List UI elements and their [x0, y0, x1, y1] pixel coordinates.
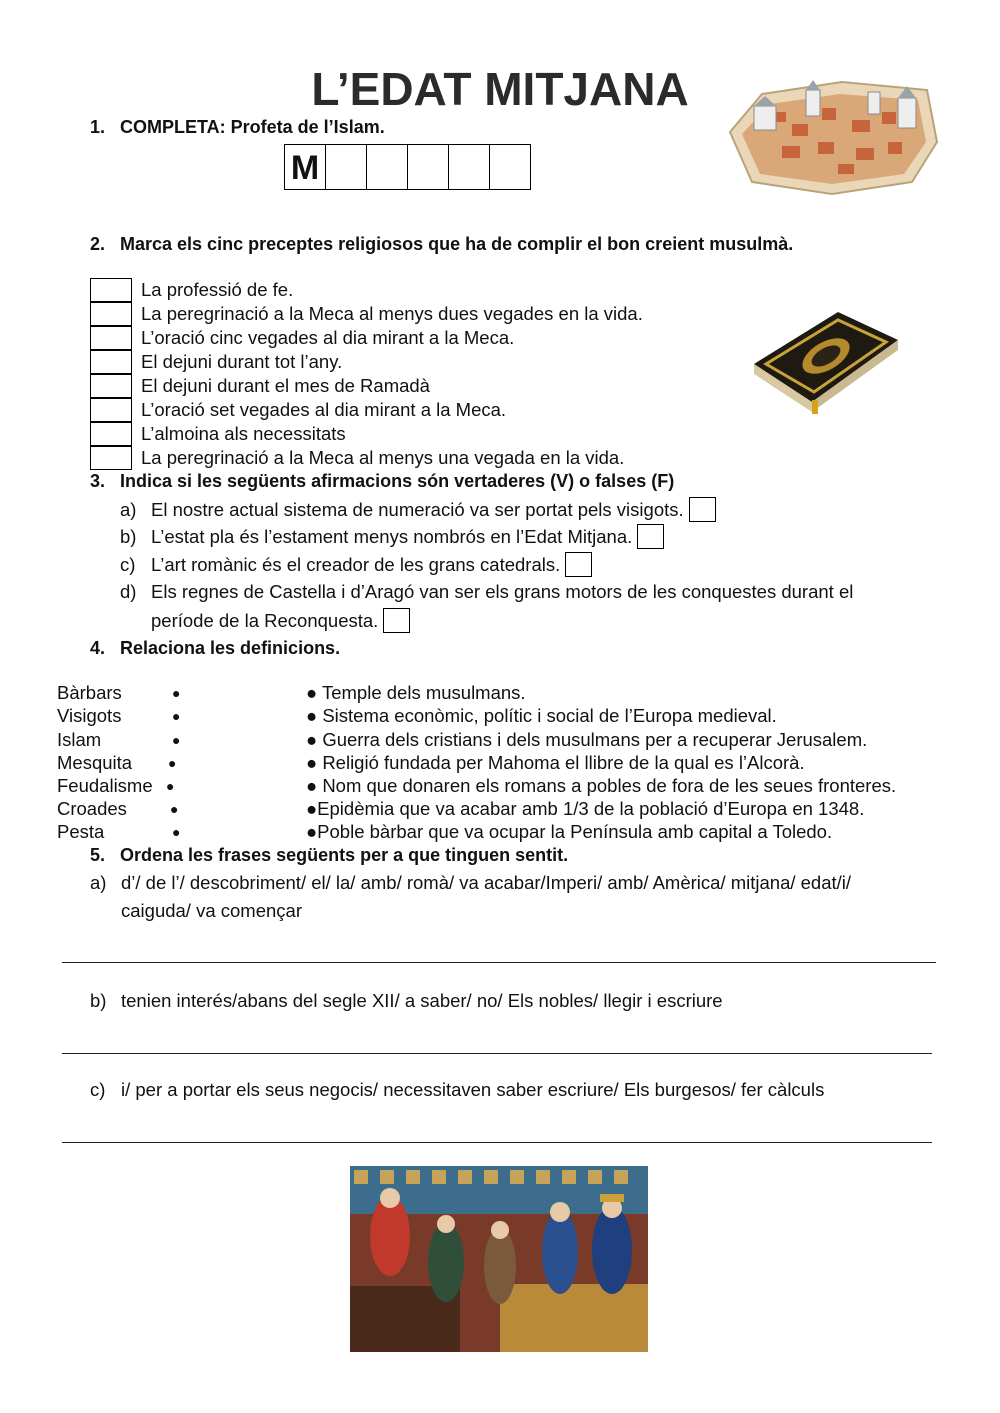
order-item-continuation: caiguda/ va començar — [121, 900, 302, 921]
page-title: L’EDAT MITJANA — [311, 63, 689, 115]
letter-box[interactable]: M — [284, 144, 326, 190]
order-item: c) i/ per a portar els seus negocis/ necessitaven saber escriure/ Els burgesos/ fer càlculs — [90, 1079, 825, 1100]
match-dot[interactable]: ● — [166, 778, 175, 794]
match-dot[interactable]: ● — [170, 801, 179, 817]
answer-line[interactable] — [62, 962, 936, 963]
letter-box[interactable] — [325, 144, 367, 190]
definition[interactable]: ● Guerra dels cristians i dels musulmans per a recuperar Jerusalem. — [306, 729, 868, 750]
true-false-item-continuation: període de la Reconquesta. — [151, 608, 410, 633]
question-4-heading: 4. Relaciona les definicions. — [90, 638, 341, 658]
checkbox[interactable] — [90, 326, 132, 350]
definition[interactable]: ● Temple dels musulmans. — [306, 682, 526, 703]
match-dot[interactable]: ● — [172, 824, 181, 840]
answer-box[interactable] — [565, 552, 592, 577]
true-false-item: c) L’art romànic és el creador de les grans catedrals. — [120, 552, 592, 577]
prophet-letter-boxes — [284, 144, 531, 190]
match-dot[interactable]: ● — [168, 755, 177, 771]
checkbox[interactable] — [90, 374, 132, 398]
definition[interactable]: ● Religió fundada per Mahoma el llibre de la qual es l’Alcorà. — [306, 752, 805, 773]
term: Pesta — [57, 821, 105, 842]
checkbox[interactable] — [90, 350, 132, 374]
checkbox[interactable] — [90, 398, 132, 422]
answer-line[interactable] — [62, 1053, 932, 1054]
order-item: b) tenien interés/abans del segle XII/ a saber/ no/ Els nobles/ llegir i escriure — [90, 990, 723, 1011]
term: Mesquita — [57, 752, 133, 773]
answer-box[interactable] — [637, 524, 664, 549]
term: Feudalisme — [57, 775, 153, 796]
match-dot[interactable]: ● — [172, 732, 181, 748]
checkbox[interactable] — [90, 422, 132, 446]
definition[interactable]: ●Poble bàrbar que va ocupar la Península amb capital a Toledo. — [306, 821, 833, 842]
list-item: El dejuni durant tot l’any. — [90, 350, 342, 374]
medieval-city-illustration — [722, 72, 944, 198]
list-item: El dejuni durant el mes de Ramadà — [90, 374, 430, 398]
checkbox[interactable] — [90, 446, 132, 470]
definition[interactable]: ●Epidèmia que va acabar amb 1/3 de la població d’Europa en 1348. — [306, 798, 865, 819]
medieval-bankers-painting — [350, 1166, 648, 1352]
match-dot[interactable]: ● — [172, 708, 181, 724]
true-false-item: b) L’estat pla és l’estament menys nombrós en l’Edat Mitjana. — [120, 524, 664, 549]
answer-line[interactable] — [62, 1142, 932, 1143]
checkbox[interactable] — [90, 278, 132, 302]
term: Bàrbars — [57, 682, 122, 703]
list-item: L’oració cinc vegades al dia mirant a la Meca. — [90, 326, 514, 350]
term: Islam — [57, 729, 102, 750]
letter-box[interactable] — [407, 144, 449, 190]
term: Visigots — [57, 705, 122, 726]
answer-box[interactable] — [689, 497, 716, 522]
term: Croades — [57, 798, 127, 819]
question-1-heading: 1. COMPLETA: Profeta de l’Islam. — [90, 117, 385, 137]
list-item: La peregrinació a la Meca al menys dues vegades en la vida. — [90, 302, 643, 326]
list-item: La professió de fe. — [90, 278, 293, 302]
true-false-item: a) El nostre actual sistema de numeració va ser portat pels visigots. — [120, 497, 716, 522]
list-item: La peregrinació a la Meca al menys una vegada en la vida. — [90, 446, 624, 470]
list-item: L’almoina als necessitats — [90, 422, 346, 446]
question-3-heading: 3. Indica si les següents afirmacions són vertaderes (V) o falses (F) — [90, 471, 675, 491]
answer-box[interactable] — [383, 608, 410, 633]
letter-box[interactable] — [489, 144, 531, 190]
definition[interactable]: ● Sistema econòmic, polític i social de l’Europa medieval. — [306, 705, 777, 726]
letter-box[interactable] — [366, 144, 408, 190]
letter-box[interactable] — [448, 144, 490, 190]
question-5-heading: 5. Ordena les frases següents per a que tinguen sentit. — [90, 845, 569, 865]
match-dot[interactable]: ● — [172, 685, 181, 701]
true-false-item: d) Els regnes de Castella i d’Aragó van ser els grans motors de les conquestes durant el — [120, 581, 854, 602]
checkbox[interactable] — [90, 302, 132, 326]
quran-book-illustration — [746, 306, 904, 418]
list-item: L’oració set vegades al dia mirant a la Meca. — [90, 398, 506, 422]
order-item: a) d’/ de l’/ descobriment/ el/ la/ amb/ romà/ va acabar/Imperi/ amb/ Amèrica/ mitjana/ edat/i/ — [90, 872, 852, 893]
question-2-heading: 2. Marca els cinc preceptes religiosos que ha de complir el bon creient musulmà. — [90, 234, 794, 254]
definition[interactable]: ● Nom que donaren els romans a pobles de fora de les seues fronteres. — [306, 775, 897, 796]
